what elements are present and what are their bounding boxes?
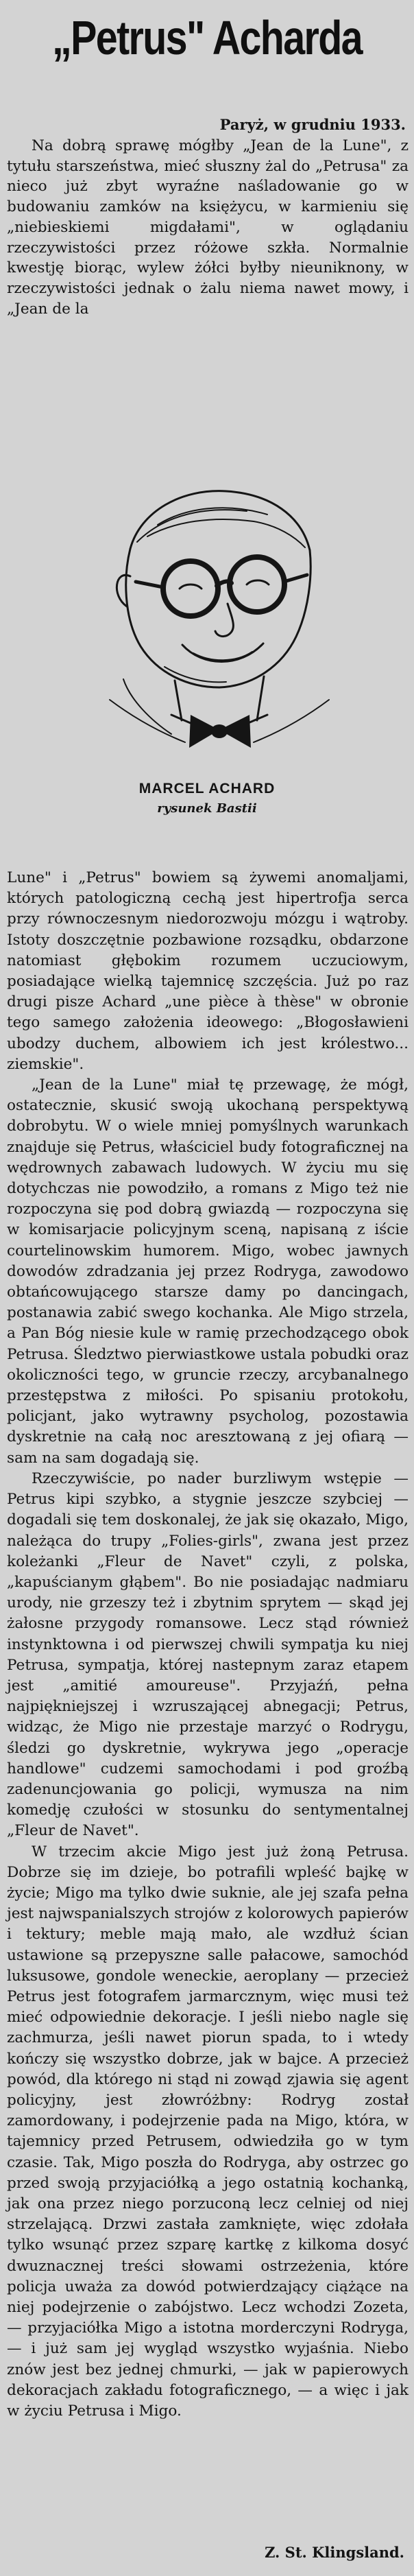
continuation-paragraph: Lune" i „Petrus" bowiem są żywemi anomaljami, których patologiczną cechą jest hipertrofja serca przy równoczesnym niedorozwoju mózgu i wątroby. Istoty doszczętnie pozbawione rozsądku, obdarzone natomiast głębokim rozumem uczuciowym, posiadające wielką tajemnicę szczęścia. Już po raz drugi pisze Achard „une pièce à thèse" w obronie tego samego założenia ideowego: „Błogosławieni ubodzy duchem, albowiem ich jest królestwo... ziemskie".: [7, 869, 409, 1073]
body-paragraph: „Jean de la Lune" miał tę przewagę, że mógł, ostatecznie, skusić swoją ukochaną perspektywą dobrobytu. W o wiele mniej pomyślnych warunkach znajduje się Petrus, właściciel budy fotograficznej na wędrownych zabawach ludowych. W życiu mu się dotychczas nie powodziło, a romans z Migo też nie rozpoczyna się pod dobrą gwiazdą — rozpoczyna się w komisarjacie policyjnym sceną, napisaną z iście courtelinowskim humorem. Migo, wobec jawnych dowodów zdradzania jej przez Rodryga, zawodowo obtańcowującego starsze damy po dancingach, postanawia zabić swego kochanka. Ale Migo strzela, a Pan Bóg niesie kule w ramię przechodzącego obok Petrusa. Śledztwo pierwiastkowe ustala pobudki oraz okoliczności tego, w gruncie rzeczy, arcybanalnego przestępstwa z miłości. Po spisaniu protokołu, policjant, jako wytrawny psycholog, pozostawia dyskretnie na całą noc aresztowaną z jej ofiarą — sam na sam dogadają się.: [7, 1076, 409, 1467]
body-paragraph: Rzeczywiście, po nader burzliwym wstępie — Petrus kipi szybko, a stygnie jeszcze szybciej — dogadali się tem doskonalej, że jak się okazało, Migo, należąca do trupy „Folies-girls", zwana jest przez koleżanki „Fleur de Navet" czyli, z polska, „kapuścianym głąbem". Bo nie posiadając nadmiaru urody, nie grzeszy też i zbytnim sprytem — skąd jej żałosne przygody romansowe. Lecz stąd również instynktowna i od pierwszej chwili sympatja ku niej Petrusa, sympatja, której nastepnym zaraz etapem jest „amitié amoureuse". Przyjaźń, pełna najpiękniejszej i wzruszającej abnegacji; Petrus, widząc, że Migo nie przestaje marzyć o Rodrygu, śledzi go dyskretnie, wykrywa jego „operacje handlowe" cudzemi samochodami i pod groźbą zadenuncjowania go policji, wymusza na nim komedję czułości w stosunku do sentymentalnej „Fleur de Navet".: [7, 1469, 409, 1840]
article-intro: [7, 136, 409, 319]
body-paragraph: W trzecim akcie Migo jest już żoną Petrusa. Dobrze się im dzieje, bo potrafili wpleść bajkę w życie; Migo ma tylko dwie suknie, ale jej szafa pełna jest najwspanialszych strojów z kolorowych papierów i tektury; meble mają mało, ale wzdłuż ścian ustawione są przepyszne salle pałacowe, samochód luksusowe, gondole weneckie, aeroplany — przecież Petrus jest fotografem jarmarcznym, więc musi też mieć odpowiednie dekoracje. I jeśli niebo nagle się zachmurza, jeśli nawet piorun spada, to i wtedy kończy się wszystko dobrze, jak w bajce. A przecież powód, dla którego ni stąd ni zowąd zjawia się agent policyjny, jest złowróżbny: Rodryg został zamordowany, i podejrzenie pada na Migo, która, w tajemnicy przed Petrusem, odwiedziła go w tym czasie. Tak, Migo poszła do Rodryga, aby ostrzec go przed swoją przyjaciółką a jego ostatnią kochanką, jak ona przez niego porzuconą lecz celniej od niej strzelającą. Drzwi zastała zamknięte, więc zdołała tylko wsunąć przez szparę kartkę z kilkoma dosyć dwuznacznej treści słowami ostrzeżenia, które policja uważa za dowód potwierdzający ciążące na niej podejrzenie o zabójstwo. Lecz wchodzi Zozeta, — przyjaciółka Migo a istotna morderczyni Rodryga, — i już sam jej wygląd wszystko wyjaśnia. Niebo znów jest bez jednej chmurki, — jak w papierowych dekoracjach zakładu fotograficznego, — a więc i jak w życiu Petrusa i Migo.: [7, 1843, 409, 2420]
caricature-illustration: [27, 473, 398, 761]
article-body: [7, 868, 409, 2422]
illustration-caption-credit: rysunek Bastii: [157, 801, 257, 816]
intro-paragraph: Na dobrą sprawę mógłby „Jean de la Lune", z tytułu starszeństwa, mieć słuszny żal do „Petrusa" za nieco już zbyt wyraźne naśladowanie go w budowaniu zamków na księżycu, w karmieniu się „niebieskiemi migdałami", w oglądaniu rzeczywistości przez różowe szkła. Normalnie kwestję biorąc, wylew żółci byłby nieuniknony, w rzeczywistości jednak o żalu niema nawet mowy, i „Jean de la: [7, 137, 409, 318]
article-title: „Petrus" Acharda: [52, 11, 362, 64]
author-signature: Z. St. Klingsland.: [265, 2544, 404, 2561]
illustration-caption-name: MARCEL ACHARD: [138, 781, 276, 796]
dateline: Paryż, w grudniu 1933.: [219, 116, 406, 133]
